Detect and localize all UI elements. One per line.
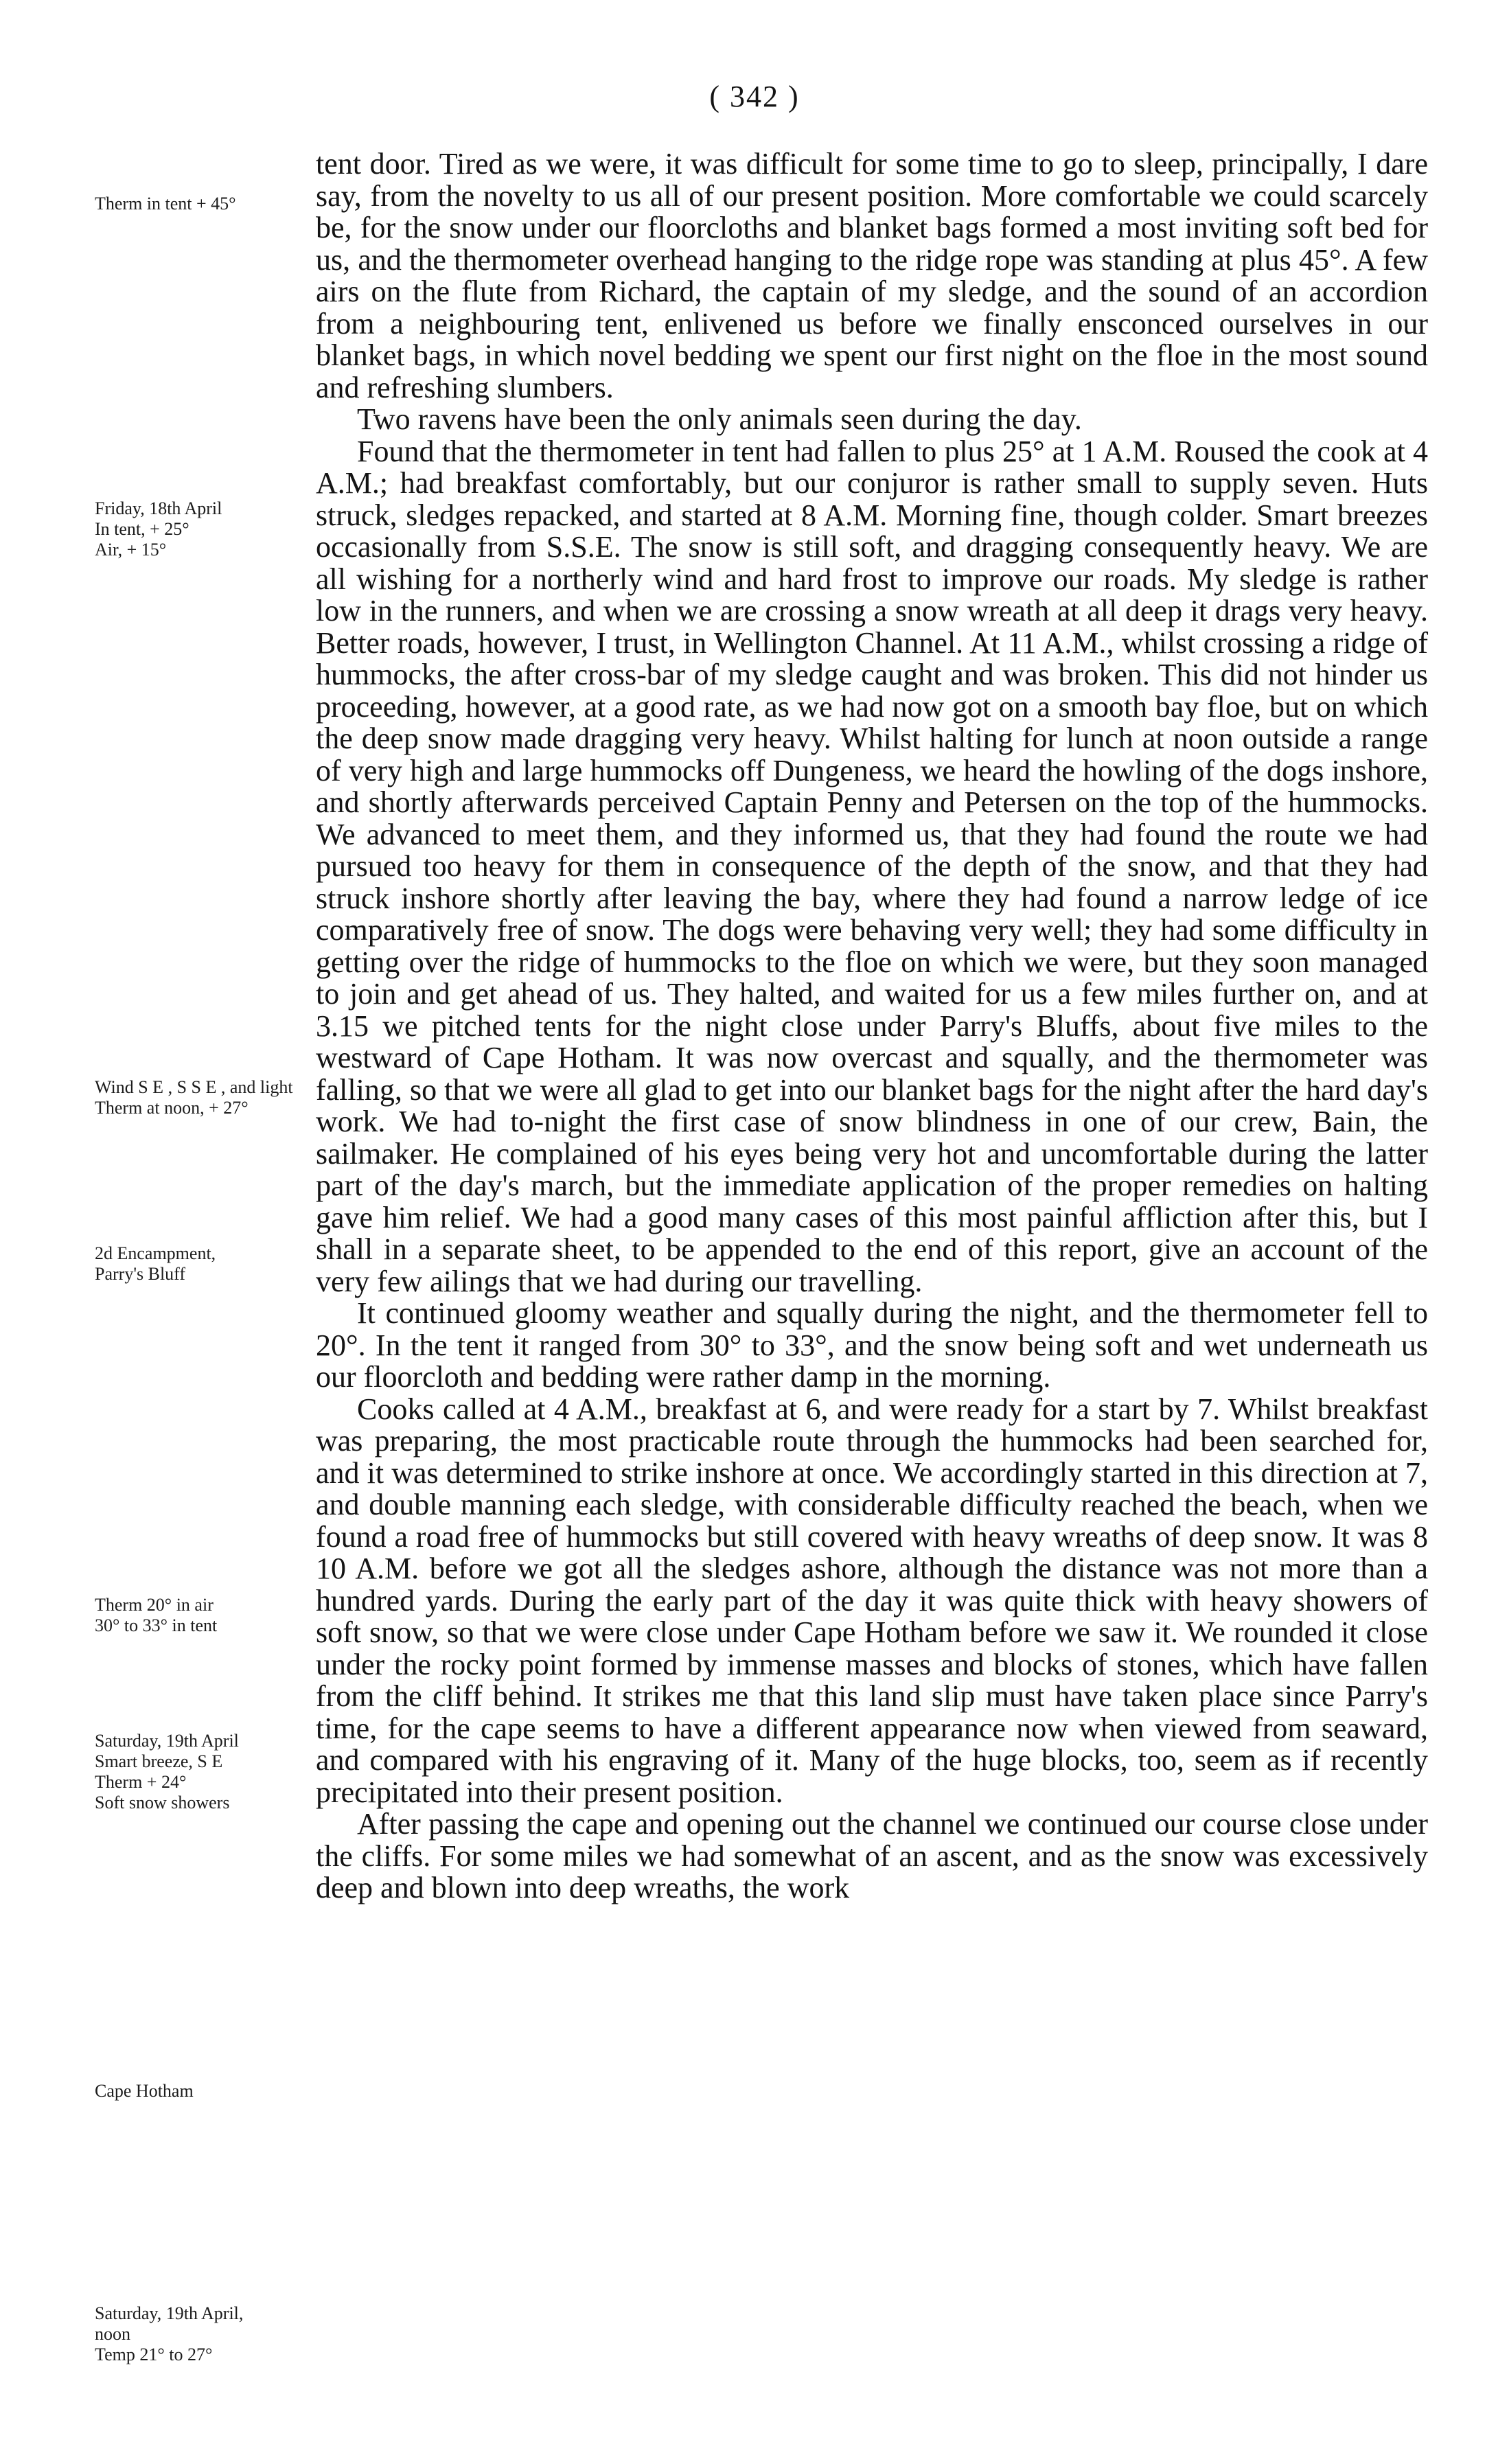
margin-note-text: Therm in tent + 45° (95, 194, 236, 214)
margin-note-text: 2d Encampment, Parry's Bluff (95, 1243, 216, 1284)
margin-note-text: Cape Hotham (95, 2081, 194, 2101)
paragraph: Two ravens have been the only animals seen during the day. (357, 402, 1082, 436)
margin-note-saturday-morning (95, 1731, 314, 1813)
paragraph: tent door. Tired as we were, it was difficult for some time to go to sleep, principally, I dare say, from the novelty to us all of our present position. More comfortable we could scarcely be, for the snow under our floorcloths and blanket bags formed a most inviting soft bed for us, and the thermometer overhead hanging to the ridge rope was standing at plus 45°. A few airs on the flute from Richard, the captain of my sledge, and the sound of an accordion from a neighbouring tent, enlivened us before we finally ensconced ourselves in our blanket bags, in which novel bedding we spent our first night on the floe in the most sound and refreshing slumbers. (316, 147, 1428, 404)
margin-note-text: Saturday, 19th April, noon Temp 21° to 27° (95, 2303, 244, 2364)
paragraph: After passing the cape and opening out the channel we continued our course close under the cliffs. For some miles we had somewhat of an ascent, and as the snow was excessively deep and blown into deep wreaths, the work (316, 1807, 1428, 1904)
margin-note-wind (95, 1077, 314, 1118)
paragraph: Found that the thermometer in tent had fallen to plus 25° at 1 A.M. Roused the cook at 4 A.M.; had breakfast comfortably, but our conjuror is rather small to supply seven. Huts struck, sledges repacked, and started at 8 A.M. Morning fine, though colder. Smart breezes occasionally from S.S.E. The snow is still soft, and dragging consequently heavy. We are all wishing for a northerly wind and hard frost to improve our roads. My sledge is rather low in the runners, and when we are crossing a snow wreath at all deep it drags very heavy. Better roads, however, I trust, in Wellington Channel. At 11 A.M., whilst crossing a ridge of hummocks, the after cross-bar of my sledge caught and was broken. This did not hinder us proceeding, however, at a good rate, as we had now got on a smooth bay floe, but on which the deep snow made dragging very heavy. Whilst halting for lunch at noon outside a range of very high and large hummocks off Dungeness, we heard the howling of the dogs inshore, and shortly afterwards perceived Captain Penny and Petersen on the top of the hummocks. We advanced to meet them, and they informed us, that they had found the route we had pursued too heavy for them in consequence of the depth of the snow, and that they had struck inshore shortly after leaving the bay, where they had found a narrow ledge of ice comparatively free of snow. The dogs were behaving very well; they had some difficulty in getting over the ridge of hummocks to the floe on which we were, but they soon managed to join and get ahead of us. They halted, and waited for us a few miles further on, and at 3.15 we pitched tents for the night close under Parry's Bluffs, about five miles to the westward of Cape Hotham. It was now overcast and squally, and the thermometer was falling, so that we were all glad to get into our blanket bags for the night after the hard day's work. We had to-night the first case of snow blindness in one of our crew, Bain, the sailmaker. He complained of his eyes being very hot and uncomfortable during the latter part of the day's march, but the immediate application of the proper remedies on halting gave him relief. We had a good many cases of this most painful affliction after this, but I shall in a separate sheet, to be appended to the end of this report, give an account of the very few ailings that we had during our travelling. (316, 434, 1428, 1298)
margin-note-text: Saturday, 19th April Smart breeze, S E Therm + 24° Soft snow showers (95, 1731, 239, 1812)
margin-note-therm-night (95, 1595, 314, 1636)
paragraph: It continued gloomy weather and squally during the night, and the thermometer fell to 20°. In the tent it ranged from 30° to 33°, and the snow being soft and wet underneath us our floorcloth and bedding were rather damp in the morning. (316, 1296, 1428, 1394)
margin-note-text: Friday, 18th April In tent, + 25° Air, + 15° (95, 498, 222, 560)
margin-note-text: Therm 20° in air 30° to 33° in tent (95, 1595, 218, 1635)
margin-note-encampment (95, 1243, 314, 1285)
margin-note-therm-tent (95, 194, 314, 214)
paragraph: Cooks called at 4 A.M., breakfast at 6, and were ready for a start by 7. Whilst breakfast was preparing, the most practicable route through the hummocks had been searched for, and it was determined to strike inshore at once. We accordingly started in this direction at 7, and double manning each sledge, with considerable difficulty reached the beach, when we found a road free of hummocks but still covered with heavy wreaths of deep snow. It was 8 10 A.M. before we got all the sledges ashore, although the distance was not more than a hundred yards. During the early part of the day it was quite thick with heavy showers of soft snow, so that we were close under Cape Hotham before we saw it. We rounded it close under the rocky point formed by immense masses and blocks of stones, which have fallen from the cliff behind. It strikes me that this land slip must have taken place since Parry's time, for the cape seems to have a different appearance now when viewed from seaward, and compared with his engraving of it. Many of the huge blocks, too, seem as if recently precipitated into their present position. (316, 1392, 1428, 1809)
body-text (316, 148, 1428, 1904)
page-number: ( 342 ) (709, 80, 800, 113)
margin-note-cape-hotham (95, 2081, 314, 2102)
margin-note-friday (95, 498, 314, 560)
margin-note-saturday-noon (95, 2303, 314, 2365)
margin-note-text: Wind S E , S S E , and light Therm at noon, + 27° (95, 1077, 293, 1118)
